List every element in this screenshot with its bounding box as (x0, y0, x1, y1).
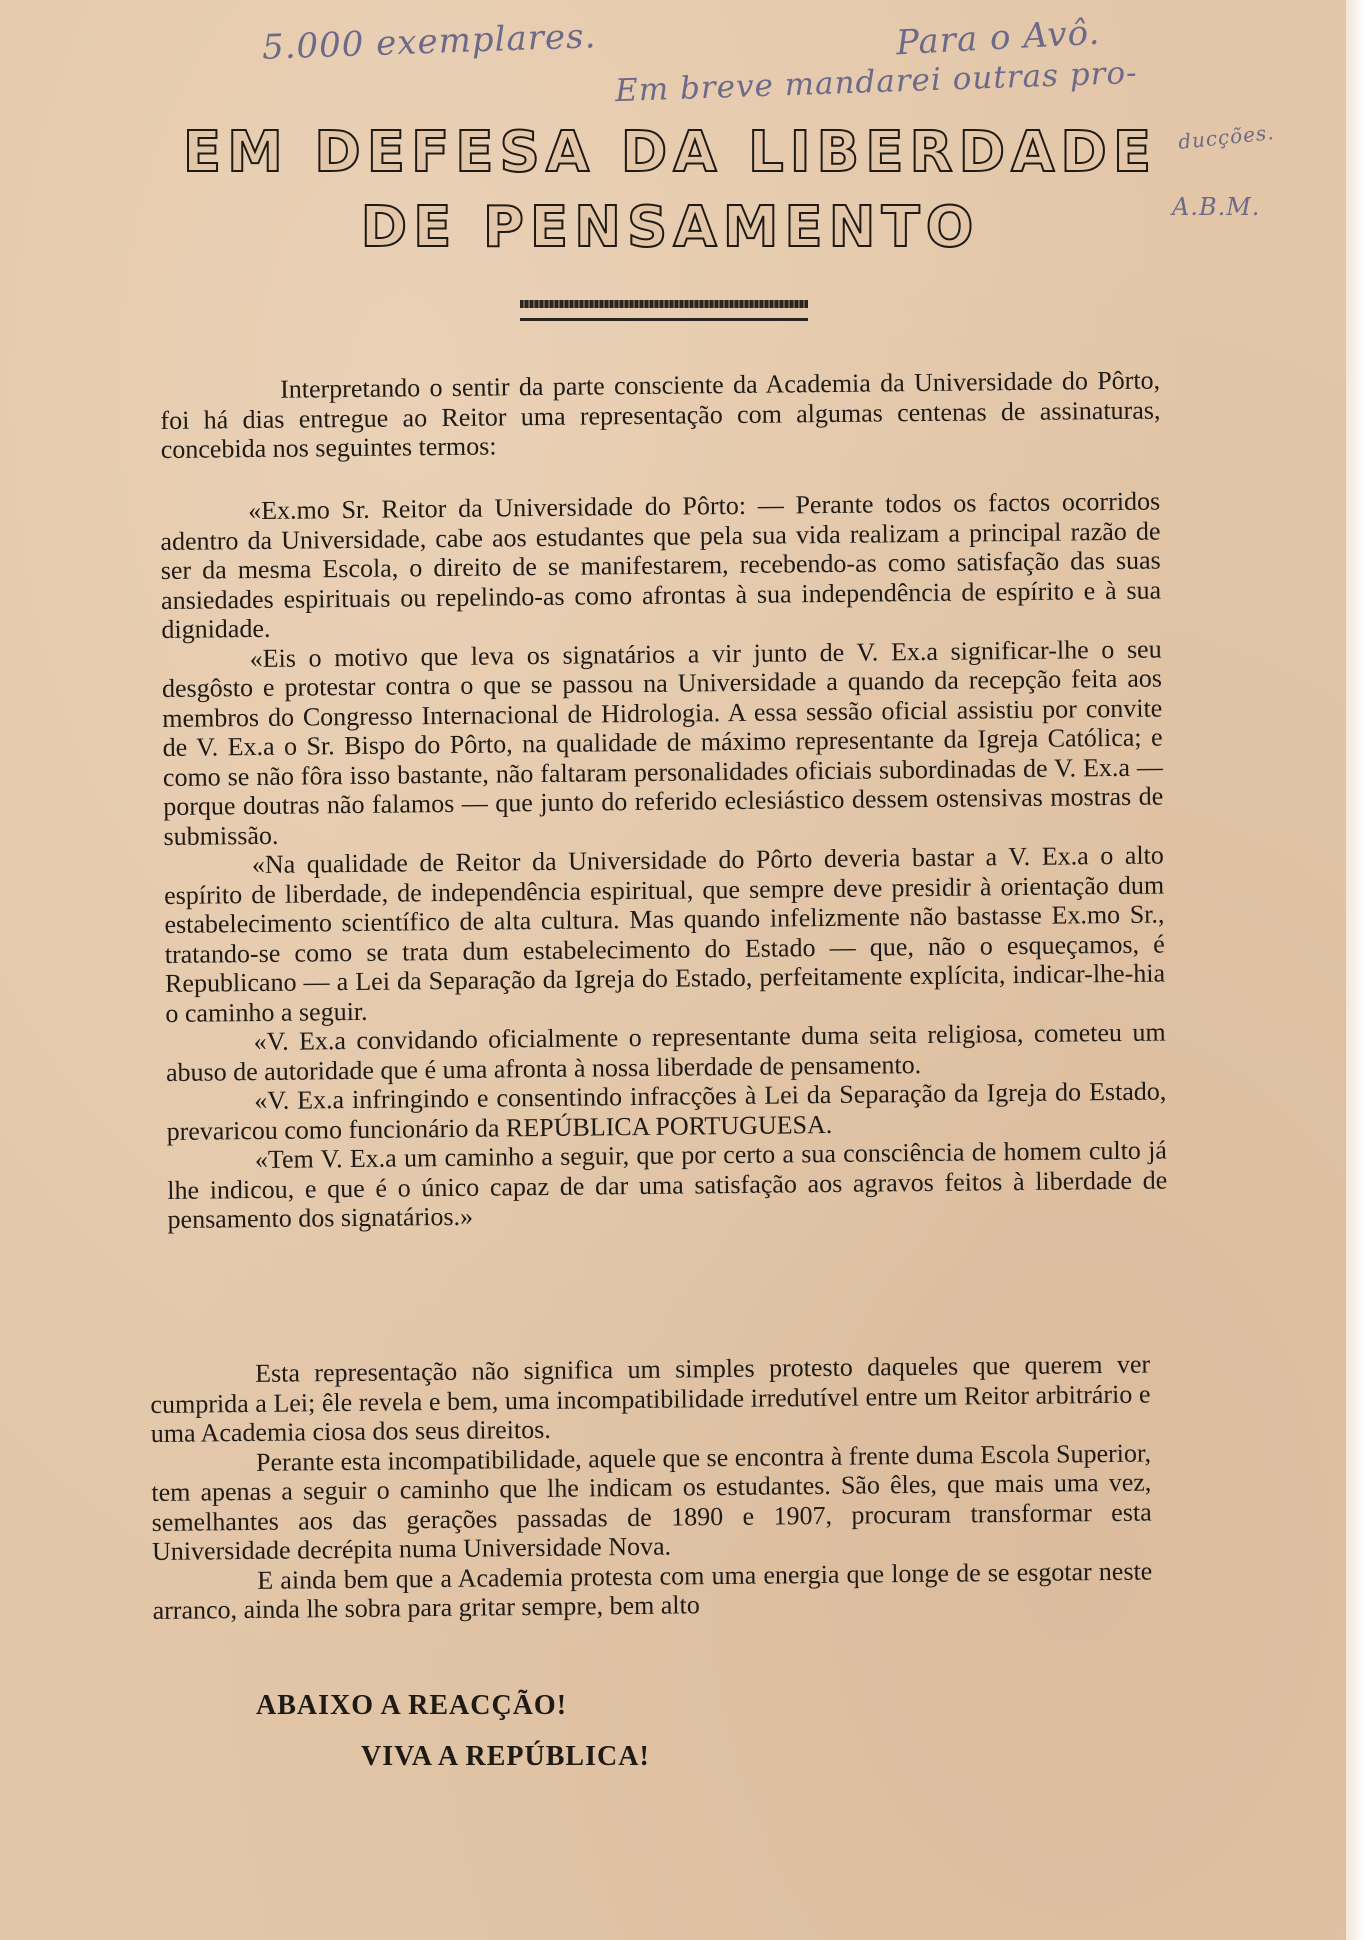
closing-paragraph: E ainda bem que a Academia protesta com uma energia que longe de se esgotar neste arranco, ainda lhe sobra para gritar sempre, bem alto (152, 1556, 1153, 1625)
handwritten-note-productions-cont: ducções. (1177, 120, 1276, 154)
slogan-abaixo: ABAIXO A REACÇÃO! (256, 1690, 568, 1721)
slogan-viva: VIVA A REPÚBLICA! (361, 1741, 650, 1772)
handwritten-initials: A.B.M. (1172, 193, 1261, 221)
title-line-2: DE PENSAMENTO (360, 195, 980, 260)
handwritten-note-dedication: Para o Avô. (895, 12, 1102, 64)
page-edge-margin (1346, 0, 1365, 1940)
letter-paragraph: «Ex.mo Sr. Reitor da Universidade do Pôrto: — Perante todos os factos ocorridos adentro da Universidade, cabe aos estudantes que pela sua vida realizam a principal razão de ser da mesma Escola, o direito de se manifestarem, recebendo-as como satisfação das suas ansiedades espirituais ou repelindo-as como afrontas à sua independência de espírito e à sua dignidade. (160, 486, 1162, 644)
title-line-1: EM DEFESA DA LIBERDADE (182, 120, 1158, 185)
letter-paragraph: «Na qualidade de Reitor da Universidade do Pôrto deveria bastar a V. Ex.a o alto espírito de liberdade, de independência espiritual, que sempre deve presidir à orientação dum estabelecimento scientífico de alta cultura. Mas quando infelizmente não bastasse Ex.mo Sr., tratando-se como se trata dum estabelecimento do Estado — que, não o esqueçamos, é Republicano — a Lei da Separação da Igreja do Estado, perfeitamente explícita, indicar-lhe-hia o caminho a seguir. (164, 840, 1166, 1028)
letter-paragraph: «V. Ex.a convidando oficialmente o representante duma seita religiosa, cometeu um abuso de autoridade que é uma afronta à nossa liberdade de pensamento. (165, 1017, 1166, 1087)
handwritten-note-productions: Em breve mandarei outras pro- (614, 54, 1139, 110)
closing-paragraph: Perante esta incompatibilidade, aquele que se encontra à frente duma Escola Superior, tem apenas a seguir o caminho que lhe indicam os estudantes. São êles, que mais uma vez, semelhantes aos das gerações passadas de 1890 e 1907, procuram transformar esta Universidade decrépita numa Universidade Nova. (151, 1438, 1152, 1566)
intro-paragraph: Interpretando o sentir da parte consciente da Academia da Universidade do Pôrto, foi há dias entregue ao Reitor uma representação com algumas centenas de assinaturas, concebida nos seguintes termos: (160, 365, 1161, 464)
title-ornament-band (520, 300, 808, 308)
letter-paragraph: «V. Ex.a infringindo e consentindo infracções à Lei da Separação da Igreja do Estado, prevaricou como funcionário da REPÚBLICA PORTUGUESA. (166, 1076, 1167, 1146)
closing-section (150, 1350, 1153, 1626)
petition-letter (160, 487, 1168, 1235)
letter-paragraph: «Eis o motivo que leva os signatários a vir junto de V. Ex.a significar-lhe o seu desgôsto e protestar contra o que se passou na Universidade a quando da recepção feita aos membros do Congresso Internacional de Hidrologia. A essa sessão oficial assistiu por convite de V. Ex.a o Sr. Bispo do Pôrto, na qualidade de máximo representante da Igreja Católica; e como se não fôra isso bastante, não faltaram personalidades oficiais subordinadas de V. Ex.a — porque doutras não falamos — que junto do referido eclesiástico dessem ostensivas mostras de submissão. (161, 634, 1164, 851)
closing-paragraph: Esta representação não significa um simples protesto daqueles que querem ver cumprida a Lei; êle revela e bem, uma incompatibilidade irredutível entre um Reitor arbitrário e uma Academia ciosa dos seus direitos. (150, 1349, 1151, 1448)
letter-paragraph: «Tem V. Ex.a um caminho a seguir, que por certo a sua consciência de homem culto já lhe indicou, e que é o único capaz de dar uma satisfação aos agravos feitos à liberdade de pensamento dos signatários.» (167, 1135, 1168, 1234)
title-rule (520, 318, 808, 321)
handwritten-note-copies: 5.000 exemplares. (261, 16, 597, 68)
